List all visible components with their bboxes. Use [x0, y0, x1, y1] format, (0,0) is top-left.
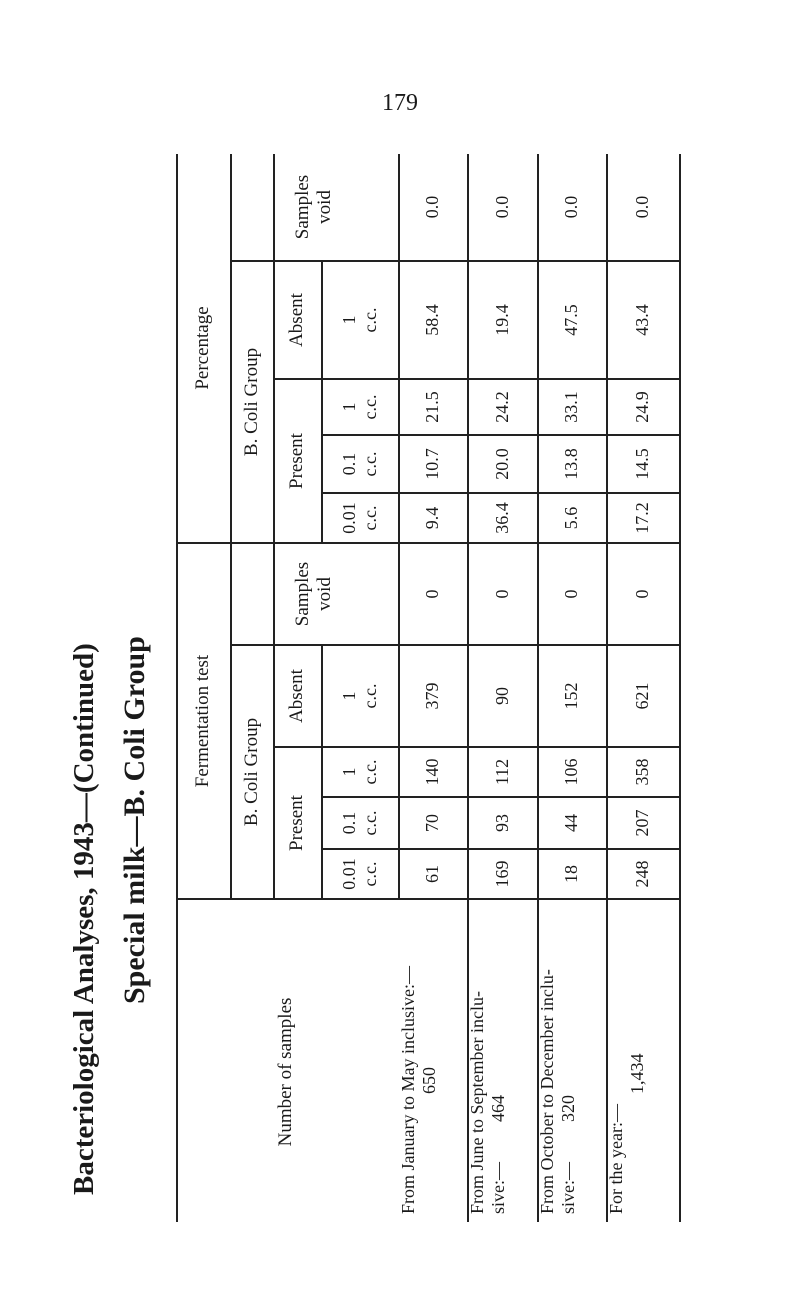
header-bcoli-percentage: B. Coli Group	[240, 347, 262, 457]
header-absent-fermentation: Absent	[286, 669, 308, 723]
cell-ferm-01cc: 70	[422, 814, 443, 832]
cell-pct-1cc: 33.1	[561, 391, 582, 423]
header-fermentation-test: Fermentation test	[192, 654, 214, 788]
cell-pct-void: 0.0	[422, 195, 443, 219]
row-label	[398, 902, 467, 1222]
cell-pct-absent: 58.4	[422, 304, 443, 336]
cell-pct-01cc: 20.0	[491, 448, 512, 480]
page-number: 179	[382, 90, 418, 116]
cell-ferm-01cc: 44	[561, 814, 582, 832]
cell-pct-absent: 19.4	[491, 304, 512, 336]
header-absent-percentage: Absent	[286, 293, 308, 347]
row-label	[537, 902, 606, 1222]
header-number-of-samples: Number of samples	[275, 997, 297, 1147]
cell-pct-001cc: 36.4	[491, 502, 512, 534]
cell-pct-001cc: 9.4	[422, 506, 443, 530]
cell-pct-01cc: 10.7	[422, 448, 443, 480]
row-sample-count: 464	[487, 1095, 508, 1122]
cell-pct-absent: 47.5	[561, 304, 582, 336]
cell-pct-void: 0.0	[632, 195, 653, 219]
header-present-fermentation: Present	[286, 795, 308, 851]
cell-pct-1cc: 24.2	[491, 391, 512, 423]
cell-ferm-001cc: 18	[561, 865, 582, 883]
row-label-line2: sive:—	[557, 1162, 578, 1214]
row-label	[467, 902, 537, 1222]
cell-pct-void: 0.0	[491, 195, 512, 219]
header-p-absent-1cc: 1 c.c.	[338, 307, 380, 333]
cell-ferm-void: 0	[632, 589, 653, 599]
rotated-table-stage	[176, 154, 681, 1222]
header-present-percentage: Present	[286, 433, 308, 489]
cell-ferm-001cc: 248	[632, 860, 653, 888]
cell-ferm-001cc: 169	[491, 860, 512, 888]
cell-ferm-001cc: 61	[422, 865, 443, 883]
header-p-001cc: 0.01 c.c.	[338, 502, 380, 534]
row-label-line1: From January to May inclusive:—	[398, 966, 418, 1214]
header-bcoli-fermentation: B. Coli Group	[240, 717, 262, 827]
cell-pct-1cc: 24.9	[632, 391, 653, 423]
header-percentage: Percentage	[192, 306, 214, 390]
table-title: Bacteriological Analyses, 1943—(Continued)	[68, 643, 100, 1195]
cell-pct-01cc: 13.8	[561, 448, 582, 480]
cell-ferm-1cc: 358	[632, 758, 653, 786]
row-label-line1: For the year:—	[606, 1104, 626, 1214]
cell-ferm-absent: 152	[561, 682, 582, 710]
row-label	[606, 902, 679, 1222]
cell-ferm-void: 0	[561, 589, 582, 599]
cell-ferm-01cc: 93	[491, 814, 512, 832]
header-f-001cc: 0.01 c.c.	[338, 858, 380, 890]
cell-pct-1cc: 21.5	[422, 391, 443, 423]
header-void-percentage: Samples void	[292, 174, 335, 240]
table-subtitle: Special milk—B. Coli Group	[118, 636, 151, 1004]
row-sample-count: 650	[418, 1067, 439, 1094]
row-label-line1: From June to September inclu-	[467, 991, 487, 1214]
cell-pct-01cc: 14.5	[632, 448, 653, 480]
cell-pct-void: 0.0	[561, 195, 582, 219]
cell-pct-001cc: 17.2	[632, 502, 653, 534]
cell-ferm-1cc: 106	[561, 758, 582, 786]
table-bottom-rule	[679, 154, 681, 1222]
cell-ferm-absent: 621	[632, 682, 653, 710]
header-p-1cc: 1 c.c.	[338, 394, 380, 420]
cell-ferm-void: 0	[491, 589, 512, 599]
cell-ferm-absent: 379	[422, 682, 443, 710]
cell-pct-001cc: 5.6	[561, 506, 582, 530]
cell-ferm-1cc: 112	[491, 758, 512, 786]
row-label-line2: sive:—	[487, 1162, 508, 1214]
row-label-line1: From October to December inclu-	[537, 969, 557, 1214]
cell-pct-absent: 43.4	[632, 304, 653, 336]
header-f-01cc: 0.1 c.c.	[338, 810, 380, 836]
cell-ferm-01cc: 207	[632, 809, 653, 837]
header-void-fermentation: Samples void	[292, 561, 335, 627]
cell-ferm-absent: 90	[491, 687, 512, 705]
cell-ferm-1cc: 140	[422, 758, 443, 786]
row-sample-count: 1,434	[626, 1053, 647, 1094]
cell-ferm-void: 0	[422, 589, 443, 599]
bacteriological-table	[176, 154, 681, 1222]
header-f-1cc: 1 c.c.	[338, 759, 380, 785]
row-sample-count: 320	[557, 1095, 578, 1122]
header-f-absent-1cc: 1 c.c.	[338, 683, 380, 709]
header-p-01cc: 0.1 c.c.	[338, 451, 380, 477]
